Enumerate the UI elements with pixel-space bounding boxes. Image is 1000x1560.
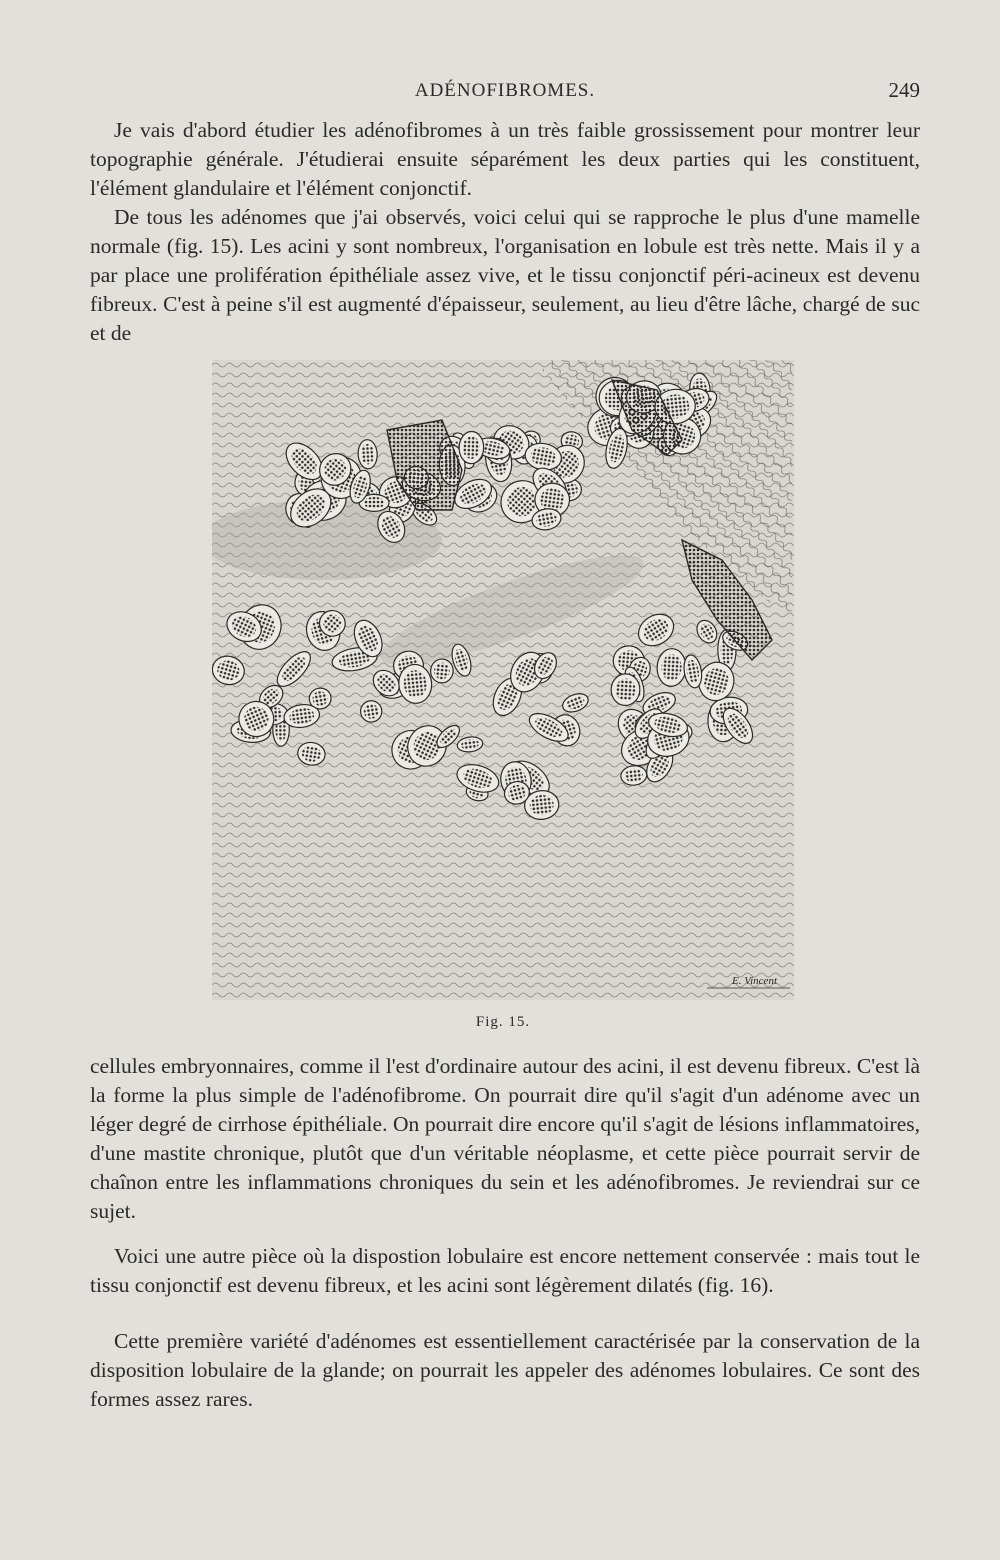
running-title: ADÉNOFIBROMES. bbox=[414, 80, 596, 101]
paragraph-continuation: cellules embryonnaires, comme il l'est d'ordinaire autour des acini, il est devenu fibreux. C'est là la forme la plus simple de l'adénofibrome. On pourrait dire qu'il s'agit d'un adénome avec un léger degré de cirrhose épithéliale. On pourrait dire encore qu'il s'agit de lésions inflammatoires, d'une mastite chronique, plutôt que d'un véritable néoplasme, et cette pièce pourrait servir de chaînon entre les inflammations chroniques du sein et les adénofibromes. Je reviendrai sur ce sujet. bbox=[90, 1054, 920, 1223]
paragraph-conclusion: Cette première variété d'adénomes est essentiellement caractérisée par la conservation de la disposition lobulaire de la glande; on pourrait les appeler des adénomes lobulaires. Ce sont des formes assez rares. bbox=[90, 1329, 920, 1411]
figure-illustration bbox=[212, 360, 794, 1000]
page-header bbox=[90, 76, 920, 106]
paragraph-description: De tous les adénomes que j'ai observés, voici celui qui se rapproche le plus d'une mamelle normale (fig. 15). Les acini y sont nombreux, l'organisation en lobule est très nette. Mais il y a par place une prolifération épithéliale assez vive, et le tissu conjonctif péri-acineux est devenu fibreux. C'est à peine s'il est augmenté d'épaisseur, seulement, au lieu d'être lâche, chargé de suc et de bbox=[90, 205, 920, 345]
histology-engraving bbox=[212, 360, 794, 1000]
page-number: 249 bbox=[888, 78, 920, 102]
paragraph-intro: Je vais d'abord étudier les adénofibromes à un très faible grossissement pour montrer leur topographie générale. J'étudierai ensuite séparément les deux parties qui les constituent, l'élément glandulaire et l'élément conjonctif. bbox=[90, 118, 920, 200]
paragraph-second-piece: Voici une autre pièce où la dispostion lobulaire est encore nettement conservée : mais tout le tissu conjonctif est devenu fibreux, et les acini sont légèrement dilatés (fig. 16). bbox=[90, 1244, 920, 1297]
figure-caption: Fig. 15. bbox=[475, 1014, 531, 1030]
engraver-signature: E. Vincent bbox=[732, 975, 777, 987]
